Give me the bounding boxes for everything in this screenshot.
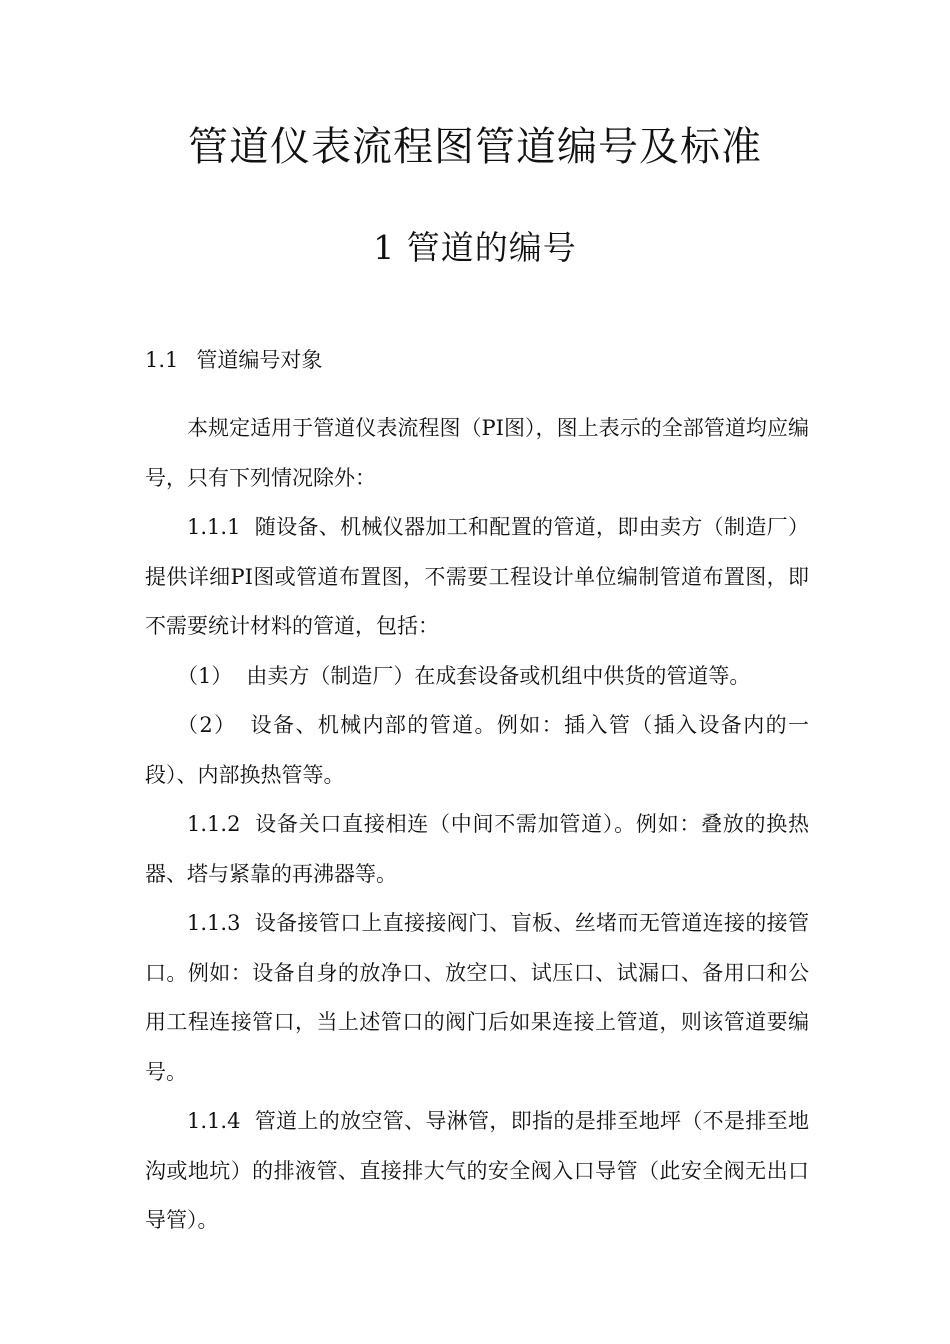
section-number: 1.1 — [145, 348, 179, 372]
clause-number: 1.1.1 — [187, 515, 241, 539]
paragraph-text: 设备、机械内部的管道。例如：插入管（插入设备内的一段）、内部换热管等。 — [145, 713, 809, 787]
paragraph-text: 管道上的放空管、导淋管，即指的是排至地坪（不是排至地沟或地坑）的排液管、直接排大气的安全阀入口导管（此安全阀无出口导管）。 — [145, 1109, 809, 1232]
section-heading — [145, 338, 809, 382]
document-title: 管道仪表流程图管道编号及标准 — [188, 124, 762, 170]
paragraph-1-1-2 — [145, 800, 809, 899]
paragraph-1-1-4 — [145, 1097, 809, 1246]
paragraph-text: 本规定适用于管道仪表流程图（PI图），图上表示的全部管道均应编号，只有下列情况除外： — [145, 416, 809, 490]
list-item-2 — [145, 701, 809, 800]
clause-number: 1.1.4 — [187, 1109, 241, 1133]
document-body — [145, 338, 809, 1246]
paragraph-text: 设备接管口上直接接阀门、盲板、丝堵而无管道连接的接管口。例如：设备自身的放净口、放空口、试压口、试漏口、备用口和公用工程连接管口，当上述管口的阀门后如果连接上管道，则该管道要编号。 — [145, 911, 809, 1084]
paragraph-text: 由卖方（制造厂）在成套设备或机组中供货的管道等。 — [246, 663, 751, 688]
paragraph-text: 随设备、机械仪器加工和配置的管道，即由卖方（制造厂）提供详细PI图或管道布置图，不需要工程设计单位编制管道布置图，即不需要统计材料的管道，包括： — [145, 515, 809, 638]
item-number: （2） — [177, 713, 237, 737]
paragraph-1-1-1 — [145, 503, 809, 652]
section-title: 管道编号对象 — [196, 348, 323, 372]
clause-number: 1.1.2 — [187, 812, 241, 836]
item-number: （1） — [177, 663, 233, 688]
paragraph-1-1-3 — [145, 899, 809, 1097]
paragraph-intro — [145, 404, 809, 503]
list-item-1 — [145, 652, 809, 702]
chapter-heading: 1 管道的编号 — [373, 228, 577, 267]
paragraph-text: 设备关口直接相连（中间不需加管道）。例如：叠放的换热器、塔与紧靠的再沸器等。 — [145, 812, 809, 886]
clause-number: 1.1.3 — [187, 911, 241, 935]
